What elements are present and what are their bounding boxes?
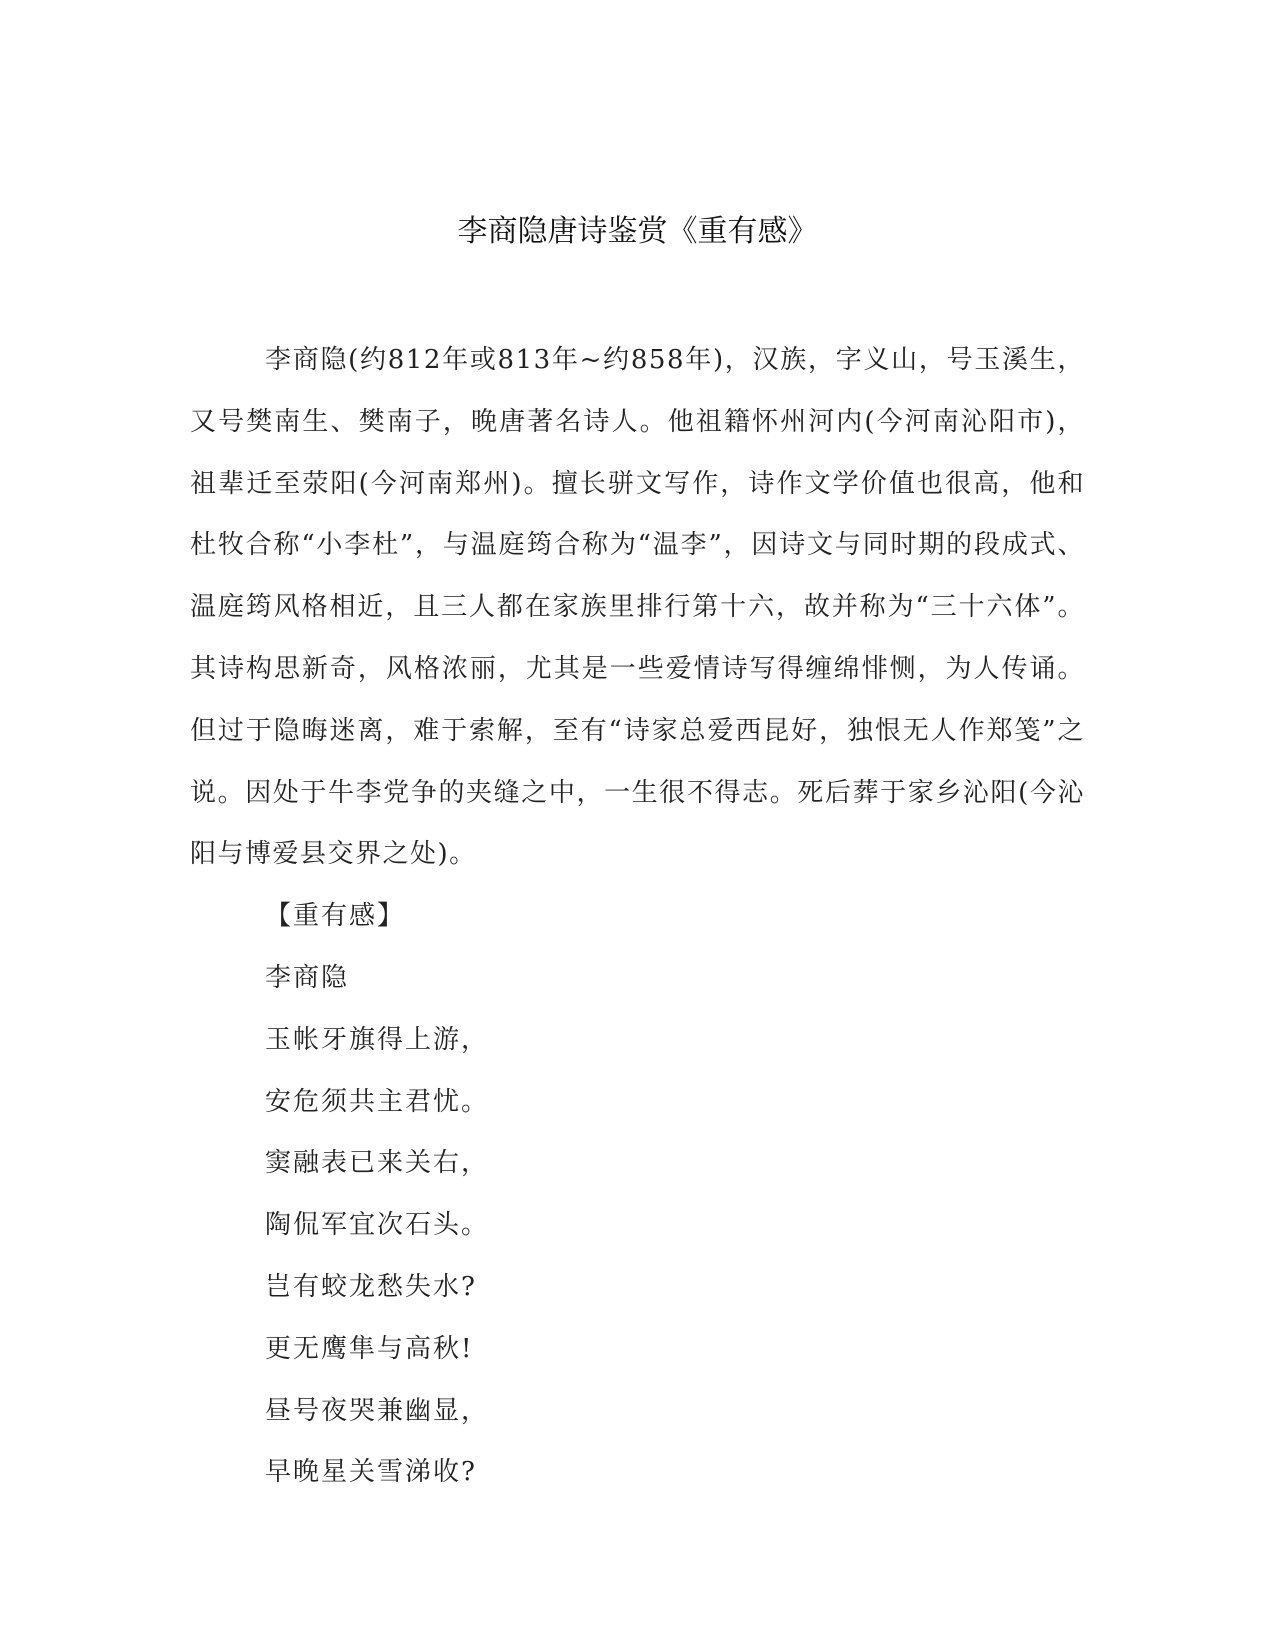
poem-line: 岂有蛟龙愁失水? — [265, 1271, 477, 1302]
poem-line: 早晚星关雪涕收? — [265, 1457, 477, 1488]
poem-heading: 【重有感】 — [265, 901, 406, 932]
poem-line: 窦融表已来关右， — [265, 1148, 490, 1179]
document-title: 李商隐唐诗鉴赏《重有感》 — [457, 214, 818, 249]
poem-line: 安危须共主君忧。 — [265, 1086, 490, 1117]
poem-line: 昼号夜哭兼幽显， — [265, 1395, 490, 1426]
poem-line: 陶侃军宜次石头。 — [265, 1210, 490, 1241]
poem-author: 李商隐 — [265, 962, 350, 993]
poem-line: 玉帐牙旗得上游， — [265, 1024, 490, 1055]
intro-paragraph: 李商隐(约812年或813年~约858年)，汉族，字义山，号玉溪生，又号樊南生、樊南子，晚唐著名诗人。他祖籍怀州河内(今河南沁阳市)，祖辈迁至荥阳(今河南郑州)。擅长骈文写作，诗作文学价值也很高，他和杜牧合称“小李杜”，与温庭筠合称为“温李”，因诗文与同时期的段成式、温庭筠风格相近，且三人都在家族里排行第十六，故并称为“三十六体”。其诗构思新奇，风格浓丽，尤其是一些爱情诗写得缠绵悱恻，为人传诵。但过于隐晦迷离，难于索解，至有“诗家总爱西昆好，独恨无人作郑笺”之说。因处于牛李党争的夹缝之中，一生很不得志。死后葬于家乡沁阳(今沁阳与博爱县交界之处)。 — [190, 345, 1085, 870]
document-body — [190, 330, 1085, 1504]
poem-line: 更无鹰隼与高秋! — [265, 1333, 474, 1364]
